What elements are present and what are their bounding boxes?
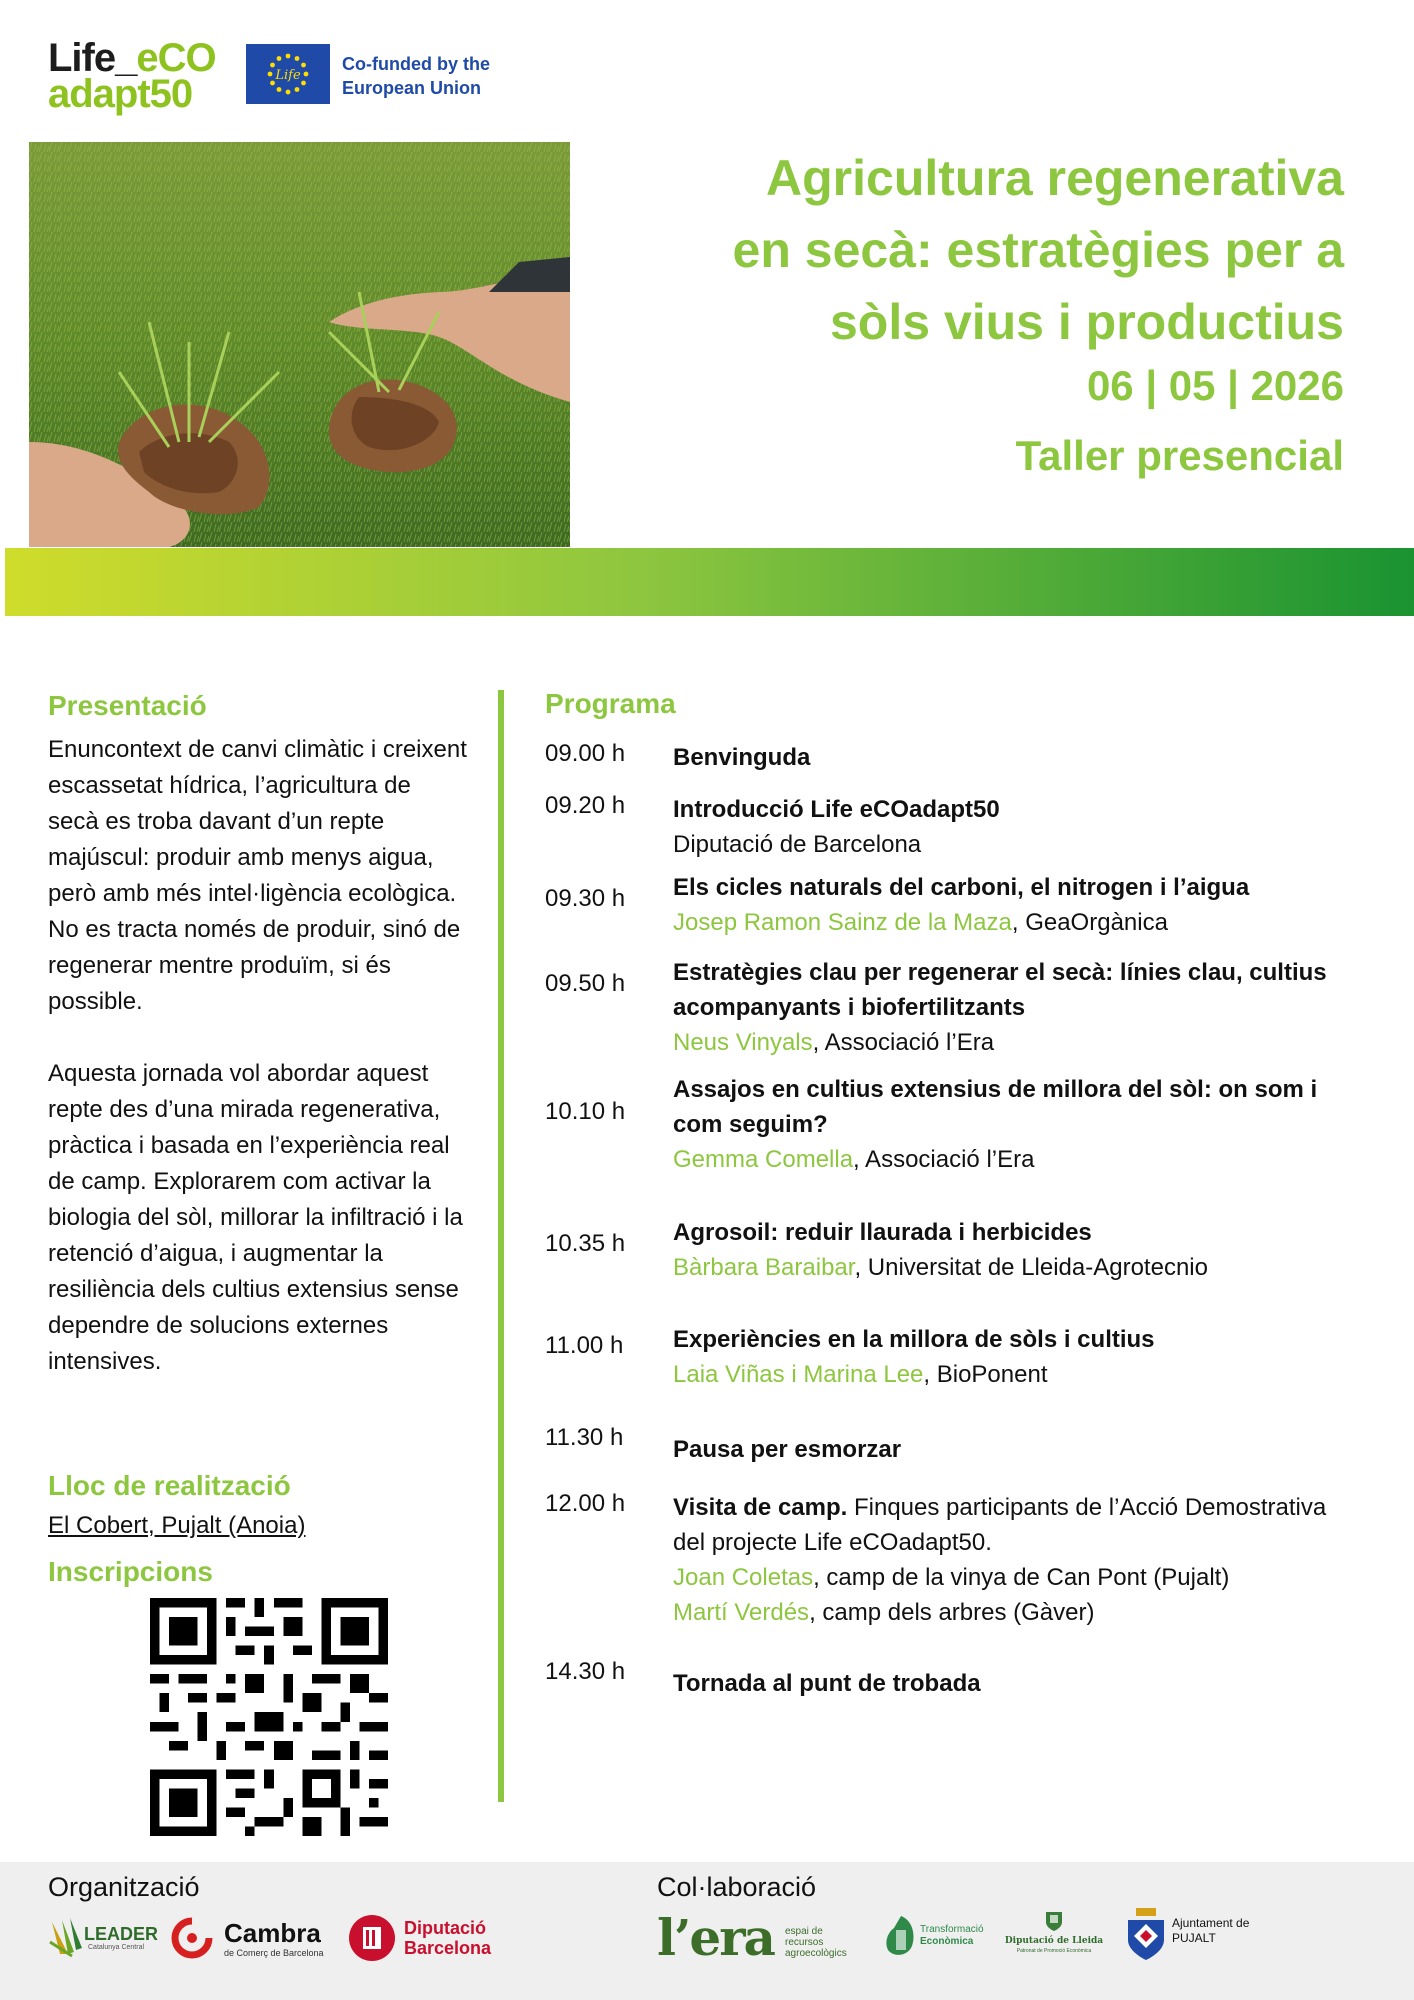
program-title: Estratègies clau per regenerar el secà: línies clau, cultius acompanyants i biofertilitzants [673, 959, 1327, 1021]
title-line-1: Agricultura regenerativa [766, 150, 1344, 206]
diba-line-1: Diputació [404, 1918, 487, 1938]
ajuntament-pujalt-logo [1124, 1906, 1264, 1962]
lera-sub-1: espai de [785, 1926, 823, 1937]
te-line-1: Transformació [920, 1924, 984, 1935]
program-title: Els cicles naturals del carboni, el nitrogen i l’aigua [673, 874, 1250, 901]
programa-heading: Programa [545, 688, 676, 719]
program-title: Benvinguda [673, 744, 811, 771]
program-description: Finques participants de l’Acció Demostrativa del projecte Life eCOadapt50. [673, 1494, 1327, 1556]
lloc-location-link[interactable]: El Cobert, Pujalt (Anoia) [48, 1512, 306, 1539]
eu-line-2: European Union [342, 78, 481, 98]
program-time: 11.00 h [545, 1332, 624, 1359]
eu-line-1: Co-funded by the [342, 54, 490, 74]
cambra-logo [170, 1912, 330, 1962]
lera-text: l’era [657, 1908, 774, 1967]
cambra-subtext: de Comerç de Barcelona [224, 1948, 324, 1958]
te-line-2: Econòmica [920, 1936, 974, 1947]
life-ecoadapt50-logo [48, 36, 216, 116]
program-organization: , Associació l’Era [812, 1029, 995, 1056]
lera-logo [657, 1908, 857, 1967]
organitzacio-label: Organització [48, 1872, 200, 1902]
event-date: 06 | 05 | 2026 [1086, 362, 1344, 409]
title-line-3: sòls vius i productius [830, 294, 1344, 350]
lleida-subtext: Patronat de Promoció Econòmica [1016, 1948, 1092, 1954]
program-time: 12.00 h [545, 1490, 626, 1517]
eu-cofunded-text [342, 52, 490, 100]
program-title: Pausa per esmorzar [673, 1436, 902, 1463]
cambra-text: Cambra [224, 1918, 321, 1948]
transformacio-economica-logo [884, 1912, 994, 1962]
ajuntament-line-1: Ajuntament de [1172, 1916, 1250, 1930]
program-speaker: Josep Ramon Sainz de la Maza [673, 909, 1012, 936]
diba-shield-icon [348, 1914, 396, 1962]
presentacio-paragraph-2: Aquesta jornada vol abordar aquest repte des d’una mirada regenerativa, pràctica i basada en l’experiència real de camp. Explorarem com activar la biologia del sòl, millorar la infiltració i la retenció d’aigua, i augmentar la resiliència dels cultius extensius sense dependre de solucions externes intensives. [48, 1060, 463, 1375]
program-organization: , Associació l’Era [853, 1146, 1035, 1173]
presentacio-paragraph-1: Enuncontext de canvi climàtic i creixent escassetat hídrica, l’agricultura de secà es troba davant d’un repte majúscul: produir amb menys aigua, però amb més intel·ligència ecològica. No es tracta només de produir, sinó de regenerar mentre produïm, si és possible. [48, 736, 467, 1015]
program-organization: , Universitat de Lleida-Agrotecnio [854, 1254, 1208, 1281]
program-organization: , camp de la vinya de Can Pont (Pujalt) [813, 1564, 1230, 1591]
logo-text-eco: eCO [136, 36, 216, 80]
inscripcions-heading: Inscripcions [48, 1556, 213, 1587]
title-line-2: en secà: estratègies per a [732, 222, 1344, 278]
program-time: 11.30 h [545, 1424, 624, 1451]
leader-icon [48, 1912, 88, 1962]
program-speaker: Joan Coletas [673, 1564, 814, 1591]
event-title [644, 142, 1344, 358]
lera-sub-3: agroecològics [785, 1948, 847, 1959]
program-organization: , GeaOrgànica [1011, 909, 1168, 936]
registration-qr-code[interactable] [150, 1598, 388, 1836]
program-time: 09.30 h [545, 885, 626, 912]
program-title: Agrosoil: reduir llaurada i herbicides [673, 1219, 1092, 1246]
lera-sub-2: recursos [785, 1937, 824, 1948]
column-divider [498, 690, 504, 1802]
program-speaker: Gemma Comella [673, 1146, 854, 1173]
program-organization: Diputació de Barcelona [673, 831, 922, 858]
leader-text: LEADER [84, 1924, 159, 1944]
program-organization: , BioPonent [923, 1361, 1048, 1388]
hero-photo-hands-soil [29, 142, 570, 547]
program-title: Experiències en la millora de sòls i cultius [673, 1326, 1155, 1353]
lleida-shield-icon [1044, 1910, 1064, 1932]
gradient-band [5, 548, 1414, 616]
diputacio-lleida-logo [1004, 1910, 1104, 1962]
lloc-heading: Lloc de realització [48, 1470, 291, 1501]
program-time: 10.35 h [545, 1230, 626, 1257]
presentacio-text [48, 732, 468, 1416]
program-organization: , camp dels arbres (Gàver) [809, 1599, 1095, 1626]
cambra-icon [170, 1916, 214, 1960]
logo-text-life: Life_ [48, 36, 137, 80]
presentacio-heading: Presentació [48, 690, 207, 721]
leader-logo [48, 1912, 159, 1962]
collaboracio-label: Col·laboració [657, 1872, 817, 1902]
program-title: Tornada al punt de trobada [673, 1670, 981, 1697]
lleida-text: Diputació de Lleida [1004, 1936, 1104, 1946]
program-title: Assajos en cultius extensius de millora del sòl: on som i com seguim? [673, 1076, 1318, 1138]
program-time: 09.20 h [545, 792, 626, 819]
program-speaker: Laia Viñas i Marina Lee [673, 1361, 924, 1388]
program-speaker: Neus Vinyals [673, 1029, 813, 1056]
pujalt-crest-icon [1124, 1906, 1168, 1962]
program-time: 10.10 h [545, 1098, 626, 1125]
eu-flag-icon [246, 44, 330, 104]
program-title: Visita de camp. [673, 1494, 848, 1521]
diputacio-barcelona-logo [348, 1912, 498, 1962]
event-format: Taller presencial [1015, 432, 1344, 479]
program-time: 14.30 h [545, 1658, 626, 1685]
program-speaker: Bàrbara Baraibar [673, 1254, 855, 1281]
program-time: 09.00 h [545, 740, 626, 767]
eu-flag-label: Life [275, 68, 301, 83]
ajuntament-line-2: PUJALT [1172, 1931, 1216, 1945]
program-speaker: Martí Verdés [673, 1599, 810, 1626]
diba-line-2: Barcelona [404, 1938, 492, 1958]
te-icon [884, 1914, 918, 1960]
leader-subtext: Catalunya Central [88, 1944, 145, 1951]
logo-text-adapt50: adapt50 [48, 72, 193, 116]
program-title: Introducció Life eCOadapt50 [673, 796, 1000, 823]
program-time: 09.50 h [545, 970, 626, 997]
